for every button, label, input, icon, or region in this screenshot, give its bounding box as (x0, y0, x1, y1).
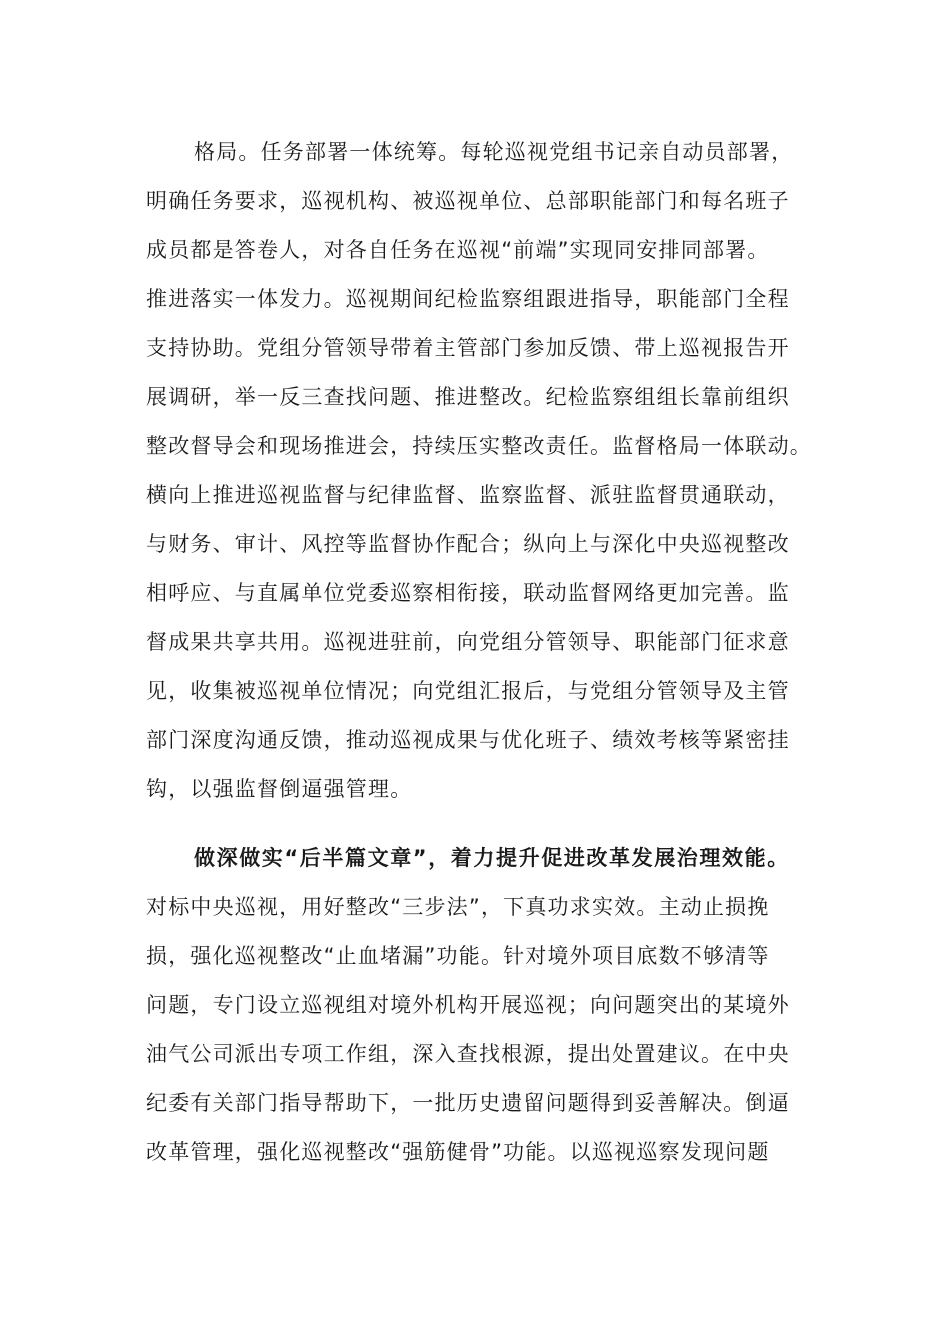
text-line: 明确任务要求，巡视机构、被巡视单位、总部职能部门和每名班子 (146, 189, 790, 213)
text-line: 整改督导会和现场推进会，持续压实整改责任。监督格局一体联动。 (146, 434, 812, 458)
text-line: 部门深度沟通反馈，推动巡视成果与优化班子、绩效考核等紧密挂 (146, 728, 790, 752)
text-line: 支持协助。党组分管领导带着主管部门参加反馈、带上巡视报告开 (146, 336, 790, 360)
text-line: 见，收集被巡视单位情况；向党组汇报后，与党组分管领导及主管 (146, 679, 790, 703)
text-line: 纪委有关部门指导帮助下，一批历史遗留问题得到妥善解决。倒逼 (146, 1091, 790, 1115)
text-line: 油气公司派出专项工作组，深入查找根源，提出处置建议。在中央 (146, 1042, 790, 1066)
text-line: 对标中央巡视，用好整改“三步法”，下真功求实效。主动止损挽 (146, 895, 770, 919)
text-line: 钩，以强监督倒逼强管理。 (146, 777, 413, 801)
text-line: 督成果共享共用。巡视进驻前，向党组分管领导、职能部门征求意 (146, 630, 790, 654)
text-line: 成员都是答卷人，对各自任务在巡视“前端”实现同安排同部署。 (146, 238, 770, 262)
section-heading: 做深做实“后半篇文章”，着力提升促进改革发展治理效能。 (194, 846, 790, 870)
text-line: 损，强化巡视整改“止血堵漏”功能。针对境外项目底数不够清等 (146, 944, 770, 968)
text-line: 问题，专门设立巡视组对境外机构开展巡视；向问题突出的某境外 (146, 993, 790, 1017)
text-line: 相呼应、与直属单位党委巡察相衔接，联动监督网络更加完善。监 (146, 581, 790, 605)
text-line: 格局。任务部署一体统筹。每轮巡视党组书记亲自动员部署， (194, 140, 794, 164)
text-line: 展调研，举一反三查找问题、推进整改。纪检监察组组长靠前组织 (146, 385, 790, 409)
text-line: 横向上推进巡视监督与纪律监督、监察监督、派驻监督贯通联动， (146, 483, 790, 507)
text-line: 推进落实一体发力。巡视期间纪检监察组跟进指导，职能部门全程 (146, 287, 790, 311)
text-line: 与财务、审计、风控等监督协作配合；纵向上与深化中央巡视整改 (146, 532, 790, 556)
text-line: 改革管理，强化巡视整改“强筋健骨”功能。以巡视巡察发现问题 (146, 1140, 770, 1164)
